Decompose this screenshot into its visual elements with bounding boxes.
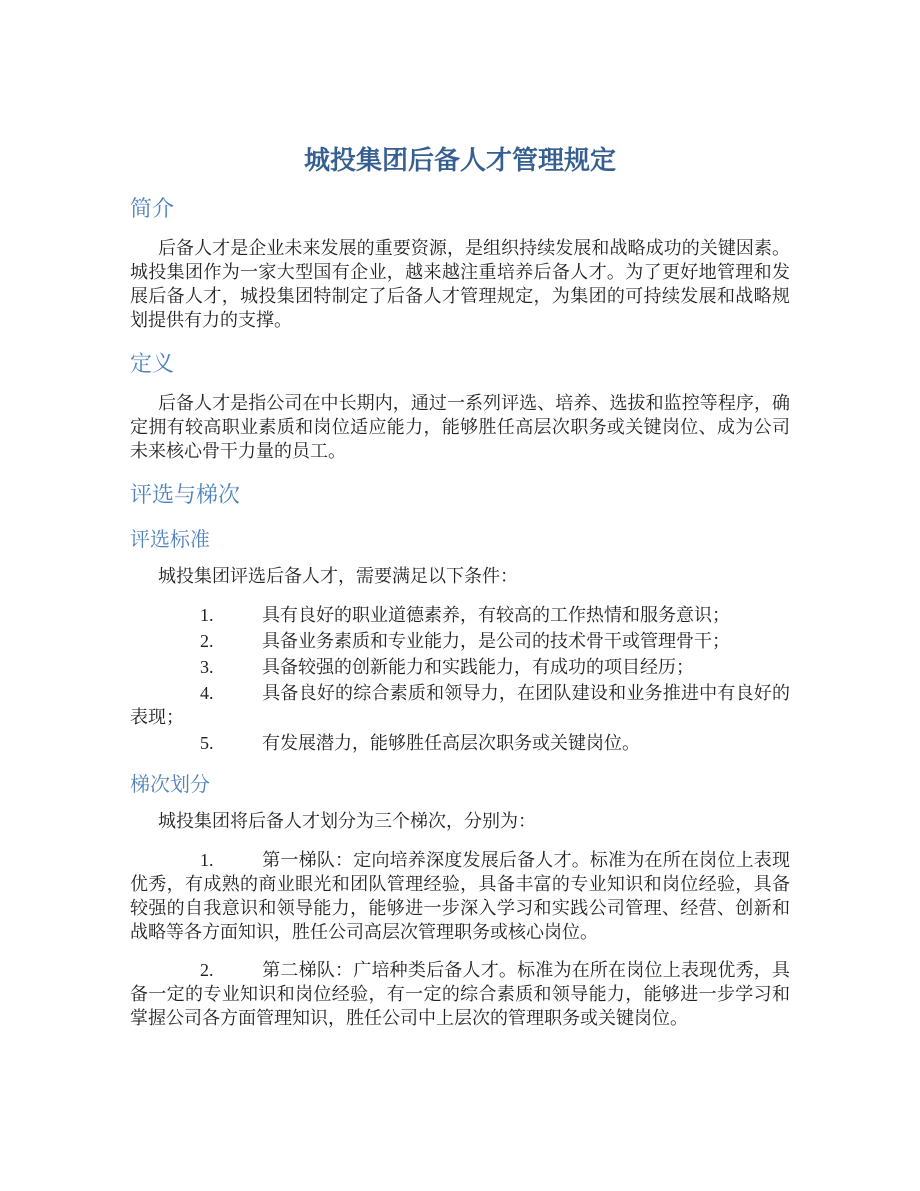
section-heading-definition: 定义 <box>130 351 175 376</box>
list-item-number: 2. <box>200 960 214 980</box>
intro-paragraph: 后备人才是企业未来发展的重要资源，是组织持续发展和战略成功的关键因素。城投集团作为一家大型国有企业，越来越注重培养后备人才。为了更好地管理和发展后备人才，城投集团特制定了后备人才管理规定，为集团的可持续发展和战略规划提供有力的支撑。 <box>130 238 790 330</box>
list-item-number: 5. <box>200 733 214 753</box>
subsection-heading-tiers: 梯次划分 <box>130 774 210 796</box>
list-item-text: 第一梯队：定向培养深度发展后备人才。标准为在所在岗位上表现优秀，有成熟的商业眼光和团队管理经验，具备丰富的专业知识和岗位经验，具备较强的自我意识和领导能力，能够进一步深入学习和实践公司管理、经营、创新和战略等各方面知识，胜任公司高层次管理职务或核心岗位。 <box>130 850 790 942</box>
list-item <box>130 681 790 729</box>
section-heading-selection: 评选与梯次 <box>130 482 241 507</box>
list-item-number: 4. <box>200 683 214 703</box>
list-item-text: 第二梯队：广培种类后备人才。标准为在所在岗位上表现优秀，具备一定的专业知识和岗位经验，有一定的综合素质和领导能力，能够进一步学习和掌握公司各方面管理知识，胜任公司中上层次的管理职务或关键岗位。 <box>130 960 790 1028</box>
list-item-text: 有发展潜力，能够胜任高层次职务或关键岗位。 <box>262 733 640 753</box>
list-item-number: 1. <box>200 605 214 625</box>
list-item-number: 1. <box>200 850 214 870</box>
list-item <box>130 603 790 627</box>
criteria-list <box>130 603 790 755</box>
list-item-text: 具备业务素质和专业能力，是公司的技术骨干或管理骨干； <box>262 631 730 651</box>
list-item <box>130 629 790 653</box>
tiers-list <box>130 848 790 1030</box>
list-item-text: 具备良好的综合素质和领导力，在团队建设和业务推进中有良好的表现； <box>130 683 790 727</box>
list-item <box>130 655 790 679</box>
criteria-lead: 城投集团评选后备人才，需要满足以下条件： <box>158 566 518 586</box>
list-item <box>130 848 790 944</box>
document-title: 城投集团后备人才管理规定 <box>303 145 616 175</box>
subsection-heading-criteria: 评选标准 <box>130 529 210 551</box>
list-item <box>130 958 790 1030</box>
section-heading-intro: 简介 <box>130 196 175 221</box>
list-item-number: 3. <box>200 657 214 677</box>
list-item-text: 具备较强的创新能力和实践能力，有成功的项目经历； <box>262 657 694 677</box>
definition-paragraph: 后备人才是指公司在中长期内，通过一系列评选、培养、选拔和监控等程序，确定拥有较高职业素质和岗位适应能力，能够胜任高层次职务或关键岗位、成为公司未来核心骨干力量的员工。 <box>130 393 790 461</box>
list-item <box>130 731 790 755</box>
list-item-number: 2. <box>200 631 214 651</box>
tiers-lead: 城投集团将后备人才划分为三个梯次，分别为： <box>158 811 536 831</box>
list-item-text: 具有良好的职业道德素养，有较高的工作热情和服务意识； <box>262 605 730 625</box>
